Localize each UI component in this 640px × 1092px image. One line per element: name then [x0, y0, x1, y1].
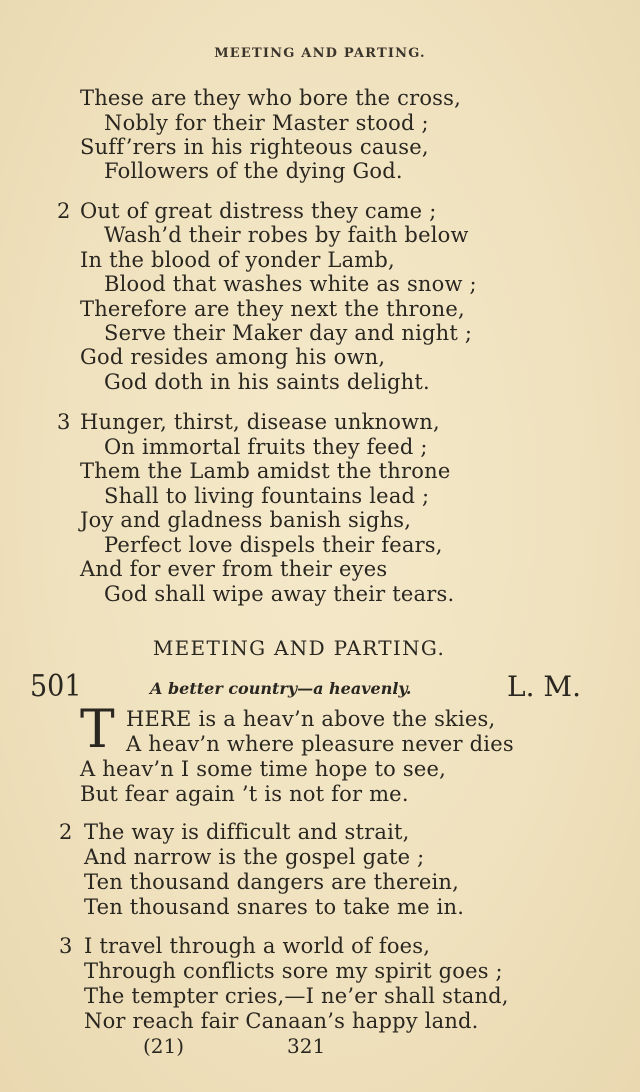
verse-line: Perfect love dispels their fears, — [104, 533, 443, 557]
verse-line: The tempter cries,—I ne’er shall stand, — [84, 984, 509, 1008]
hymn-subtitle: A better country—a heavenly. — [150, 679, 412, 698]
verse-line: God shall wipe away their tears. — [104, 582, 455, 606]
verse-line: The way is difficult and strait, — [84, 820, 410, 844]
stanza-number: 3 — [57, 410, 71, 434]
verse-line: Ten thousand snares to take me in. — [84, 895, 465, 919]
drop-cap: T — [80, 700, 115, 760]
verse-line: Wash’d their robes by faith below — [104, 223, 469, 247]
verse-line: God resides among his own, — [80, 345, 386, 369]
verse-line: Followers of the dying God. — [104, 159, 403, 183]
verse-line: Nobly for their Master stood ; — [104, 111, 429, 135]
page-number: 321 — [287, 1034, 326, 1058]
verse-line: Suff’rers in his righteous cause, — [80, 135, 429, 159]
verse-line: These are they who bore the cross, — [80, 86, 462, 110]
verse-line: Shall to living fountains lead ; — [104, 484, 430, 508]
verse-line: HERE is a heav’n above the skies, — [126, 707, 496, 731]
section-title: MEETING AND PARTING. — [152, 636, 446, 660]
meter-label: L. M. — [507, 670, 581, 703]
running-head: MEETING AND PARTING. — [214, 46, 426, 61]
verse-line: A heav’n I some time hope to see, — [80, 757, 447, 781]
hymn-number: 501 — [30, 669, 82, 704]
verse-line: On immortal fruits they feed ; — [104, 435, 428, 459]
verse-line: God doth in his saints delight. — [104, 370, 430, 394]
verse-line: And for ever from their eyes — [80, 557, 388, 581]
verse-line: Through conflicts sore my spirit goes ; — [84, 959, 503, 983]
verse-line: Serve their Maker day and night ; — [104, 321, 473, 345]
signature-mark: (21) — [143, 1034, 185, 1058]
verse-line: Therefore are they next the throne, — [80, 297, 465, 321]
verse-line: I travel through a world of foes, — [84, 934, 431, 958]
verse-line: Nor reach fair Canaan’s happy land. — [84, 1009, 479, 1033]
verse-line: In the blood of yonder Lamb, — [80, 248, 395, 272]
verse-line: Blood that washes white as snow ; — [104, 272, 477, 296]
verse-line: Them the Lamb amidst the throne — [80, 459, 451, 483]
verse-line: Ten thousand dangers are therein, — [84, 870, 459, 894]
verse-line: And narrow is the gospel gate ; — [84, 845, 425, 869]
stanza-number: 2 — [59, 820, 73, 844]
verse-line: A heav’n where pleasure never dies — [126, 732, 514, 756]
verse-line: Joy and gladness banish sighs, — [80, 508, 412, 532]
stanza-number: 2 — [57, 199, 71, 223]
verse-line: Out of great distress they came ; — [80, 199, 437, 223]
verse-line: Hunger, thirst, disease unknown, — [80, 410, 440, 434]
verse-line: But fear again ’t is not for me. — [80, 782, 409, 806]
stanza-number: 3 — [59, 934, 73, 958]
